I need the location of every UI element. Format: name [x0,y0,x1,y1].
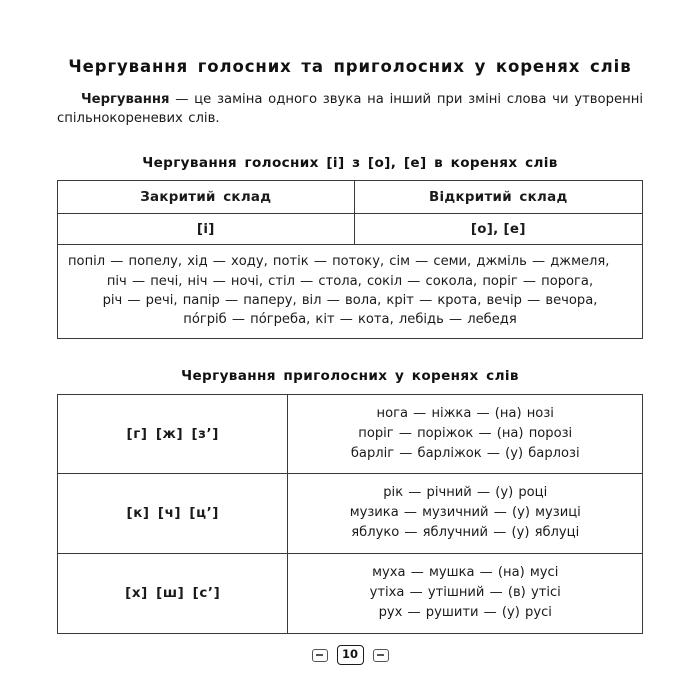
table-row [58,245,643,339]
consonants-example-line: утіха — утішний — (в) утісі [369,585,561,600]
page-title: Чергування голосних та приголосних у коренях слів [68,57,632,76]
ornament-right-icon [373,649,389,662]
consonants-symbols-k-ch-ts: [к] [ч] [ц’] [58,474,288,554]
consonants-example-line: музика — музичний — (у) музиці [349,505,581,521]
consonants-examples-k-ch-ts [288,474,643,554]
vowels-example-line: піч — печі, ніч — ночі, стіл — стола, сокіл — сокола, поріг — порога, [106,273,594,289]
table-row [58,474,643,554]
consonants-example-line: барліг — барліжок — (у) барлозі [350,445,580,461]
consonants-example-line: яблуко — яблучний — (у) яблуці [351,525,580,541]
vowels-example-line: пóгріб — пóгреба, кіт — кота, лебідь — лебедя [183,312,517,328]
vowels-header-open-syllable: Відкритий склад [354,181,642,214]
vowels-section-heading: Чергування голосних [і] з [о], [е] в коренях слів [142,155,558,172]
consonants-examples-kh-sh-s [288,554,643,634]
consonants-examples-g-zh-z [288,394,643,474]
vowels-symbol-open: [о], [е] [354,214,642,245]
consonants-example-line: муха — мушка — (на) мусі [372,565,559,581]
consonants-example-line: нога — ніжка — (на) нозі [376,405,554,421]
intro-term: Чергування [81,91,170,107]
consonants-example-line: поріг — поріжок — (на) порозі [358,425,573,441]
table-row [58,394,643,474]
consonants-example-line: рух — рушити — (у) русі [378,604,552,620]
consonants-table [57,394,643,634]
vowels-example-line: попіл — попелу, хід — ходу, потік — потоку, сім — семи, джміль — джмеля, [68,254,610,270]
consonants-example-line: рік — річний — (у) році [383,485,548,501]
vowels-symbol-closed: [і] [58,214,355,245]
ornament-left-icon [312,649,328,662]
consonants-section-heading: Чергування приголосних у коренях слів [181,367,519,384]
table-row [58,554,643,634]
consonants-symbols-kh-sh-s: [х] [ш] [с’] [58,554,288,634]
vowels-examples-cell [58,245,643,339]
table-row [58,214,643,245]
vowels-example-line: річ — речі, папір — паперу, віл — вола, кріт — крота, вечір — вечора, [102,293,598,309]
table-row [58,181,643,214]
vowels-table [57,180,643,339]
page-number: 10 [337,645,364,665]
vowels-header-closed-syllable: Закритий склад [58,181,355,214]
intro-definition: — це заміна одного звука на інший при зміні слова чи утворенні спільнокореневих слів. [57,91,643,126]
intro-paragraph [57,91,643,128]
consonants-symbols-g-zh-z: [г] [ж] [з’] [58,394,288,474]
page-footer [0,645,700,665]
